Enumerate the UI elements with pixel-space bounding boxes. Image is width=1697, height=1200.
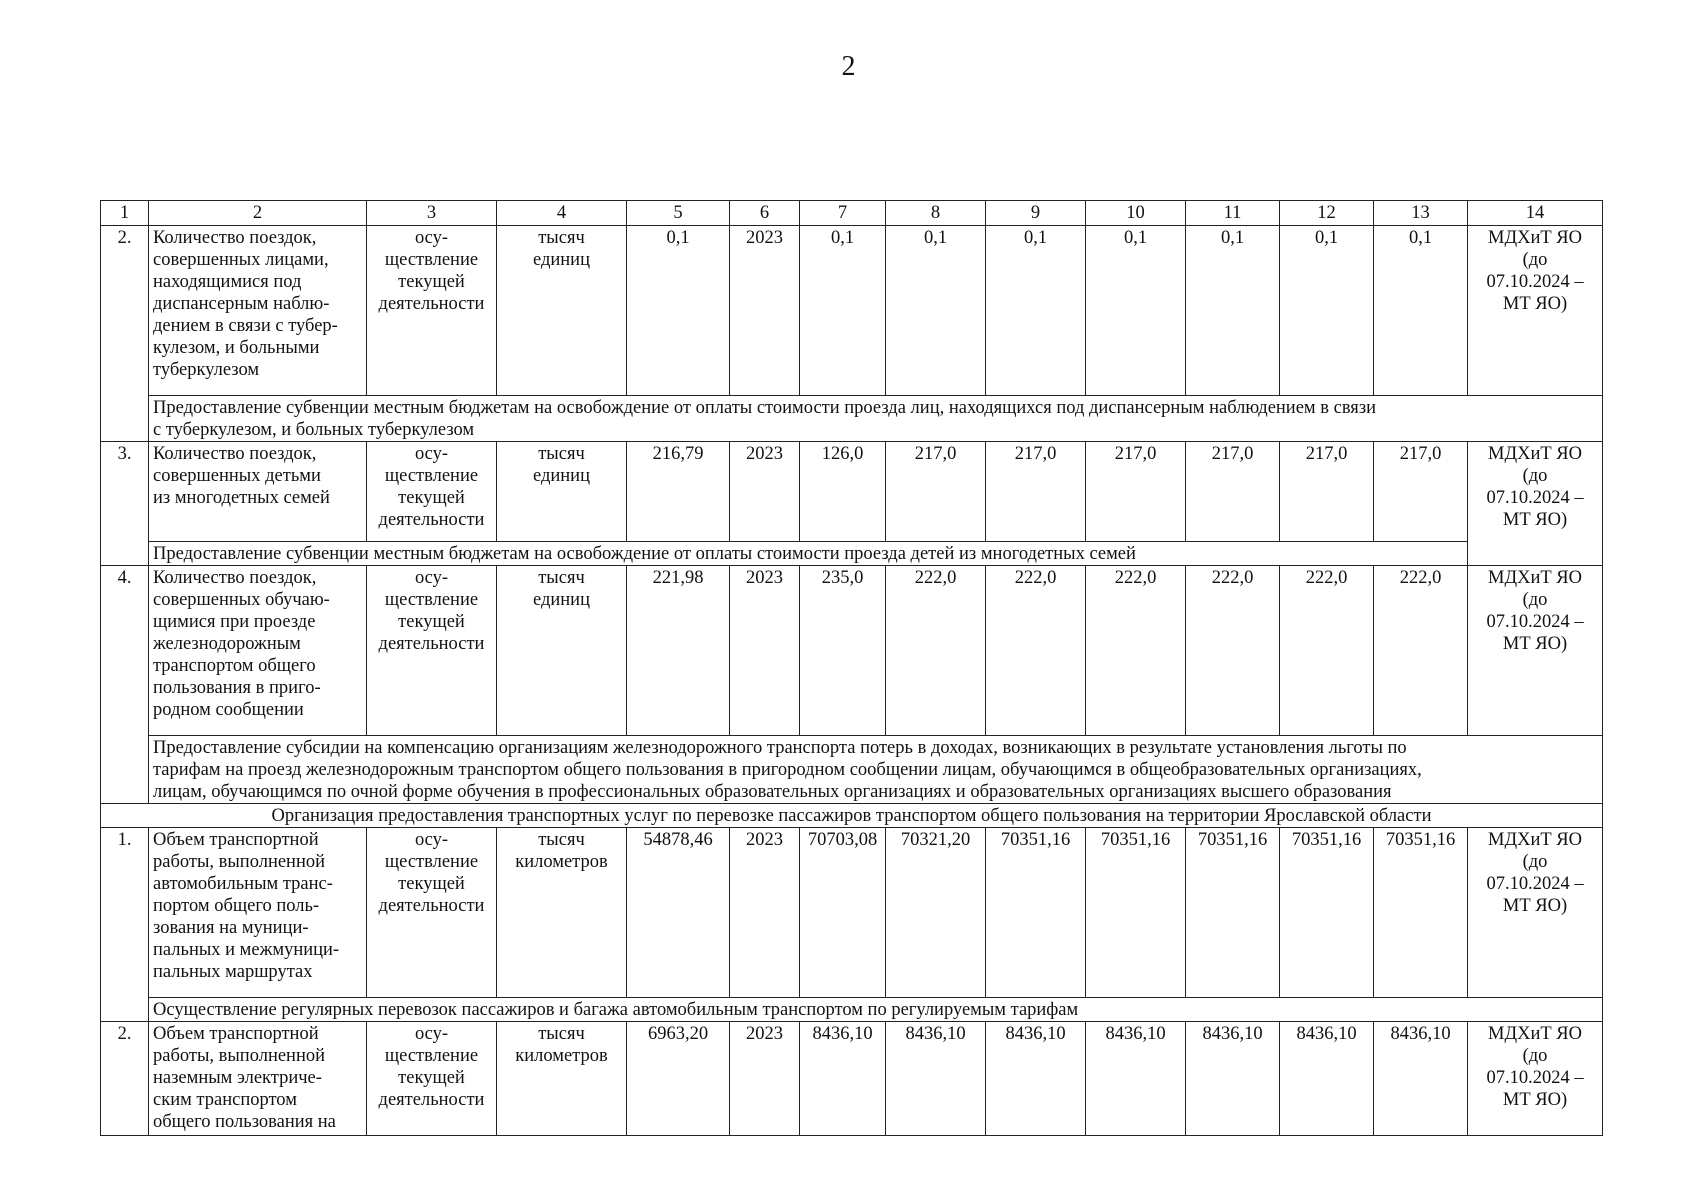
- value-cell: 8436,10: [1374, 1022, 1468, 1136]
- table-row: [101, 442, 1603, 542]
- measure-description: Предоставление субсидии на компенсацию организациям железнодорожного транспорта потерь в доходах, возникающих в результате установления льготы по тарифам на проезд железнодорожным транспортом общего пользования в пригородном сообщении лицам, обучающимся в общеобразовательных организациях, лицам, обучающимся по очной форме обучения в профессиональных образовательных организациях и образовательных организациях высшего образования: [149, 736, 1603, 804]
- row-number: 1.: [101, 828, 149, 1022]
- indicator-type: осу- ществление текущей деятельности: [367, 566, 497, 736]
- value-cell: 222,0: [1186, 566, 1280, 736]
- value-cell: 217,0: [886, 442, 986, 542]
- responsible: МДХиТ ЯО (до 07.10.2024 – МТ ЯО): [1468, 828, 1603, 998]
- indicator-name: Количество поездок, совершенных обучаю- щимися при проезде железнодорожным транспортом общего пользования в приго- родном сообщении: [149, 566, 367, 736]
- description-row: [101, 998, 1603, 1022]
- value-cell: 222,0: [1086, 566, 1186, 736]
- value-cell: 70351,16: [986, 828, 1086, 998]
- value-cell: 217,0: [1186, 442, 1280, 542]
- row-number: 2.: [101, 1022, 149, 1136]
- header-cell: 11: [1186, 201, 1280, 226]
- value-cell: 0,1: [1374, 226, 1468, 396]
- row-number: 2.: [101, 226, 149, 442]
- header-cell: 12: [1280, 201, 1374, 226]
- unit: тысяч километров: [497, 1022, 627, 1136]
- table-row: [101, 828, 1603, 998]
- value-cell: 8436,10: [1186, 1022, 1280, 1136]
- header-cell: 14: [1468, 201, 1603, 226]
- responsible: МДХиТ ЯО (до 07.10.2024 – МТ ЯО): [1468, 442, 1603, 566]
- value-cell: 0,1: [1086, 226, 1186, 396]
- header-cell: 4: [497, 201, 627, 226]
- page-number: 2: [841, 51, 856, 82]
- value-cell: 0,1: [627, 226, 730, 396]
- value-cell: 8436,10: [986, 1022, 1086, 1136]
- value-cell: 6963,20: [627, 1022, 730, 1136]
- header-cell: 9: [986, 201, 1086, 226]
- value-cell: 70351,16: [1186, 828, 1280, 998]
- header-cell: 3: [367, 201, 497, 226]
- value-cell: 235,0: [800, 566, 886, 736]
- responsible: МДХиТ ЯО (до 07.10.2024 – МТ ЯО): [1468, 1022, 1603, 1136]
- header-cell: 13: [1374, 201, 1468, 226]
- value-cell: 8436,10: [1086, 1022, 1186, 1136]
- table-row: [101, 566, 1603, 736]
- indicators-table: [100, 200, 1603, 1136]
- value-cell: 0,1: [800, 226, 886, 396]
- header-cell: 1: [101, 201, 149, 226]
- value-cell: 0,1: [1186, 226, 1280, 396]
- measure-description: Предоставление субвенции местным бюджетам на освобождение от оплаты стоимости проезда детей из многодетных семей: [149, 542, 1468, 566]
- value-cell: 217,0: [986, 442, 1086, 542]
- value-cell: 221,98: [627, 566, 730, 736]
- table-row: [101, 1022, 1603, 1136]
- value-cell: 217,0: [1280, 442, 1374, 542]
- value-cell: 222,0: [1374, 566, 1468, 736]
- table-row: [101, 226, 1603, 396]
- header-cell: 2: [149, 201, 367, 226]
- description-row: [101, 542, 1603, 566]
- value-cell: 8436,10: [800, 1022, 886, 1136]
- header-cell: 7: [800, 201, 886, 226]
- value-cell: 2023: [730, 566, 800, 736]
- value-cell: 217,0: [1086, 442, 1186, 542]
- row-number: 4.: [101, 566, 149, 804]
- value-cell: 70703,08: [800, 828, 886, 998]
- section-row: [101, 804, 1603, 828]
- measure-description: Предоставление субвенции местным бюджетам на освобождение от оплаты стоимости проезда лиц, находящихся под диспансерным наблюдением в связи с туберкулезом, и больных туберкулезом: [149, 396, 1603, 442]
- unit: тысяч километров: [497, 828, 627, 998]
- indicator-name: Количество поездок, совершенных детьми из многодетных семей: [149, 442, 367, 542]
- value-cell: 0,1: [886, 226, 986, 396]
- value-cell: 0,1: [986, 226, 1086, 396]
- indicator-name: Количество поездок, совершенных лицами, находящимися под диспансерным наблю- дением в связи с тубер- кулезом, и больными туберкулезом: [149, 226, 367, 396]
- value-cell: 54878,46: [627, 828, 730, 998]
- header-row: [101, 201, 1603, 226]
- header-cell: 10: [1086, 201, 1186, 226]
- value-cell: 70321,20: [886, 828, 986, 998]
- value-cell: 2023: [730, 442, 800, 542]
- indicator-type: осу- ществление текущей деятельности: [367, 442, 497, 542]
- value-cell: 216,79: [627, 442, 730, 542]
- value-cell: 70351,16: [1280, 828, 1374, 998]
- row-number: 3.: [101, 442, 149, 566]
- value-cell: 2023: [730, 828, 800, 998]
- responsible: МДХиТ ЯО (до 07.10.2024 – МТ ЯО): [1468, 566, 1603, 736]
- value-cell: 0,1: [1280, 226, 1374, 396]
- value-cell: 222,0: [1280, 566, 1374, 736]
- indicator-type: осу- ществление текущей деятельности: [367, 1022, 497, 1136]
- value-cell: 2023: [730, 226, 800, 396]
- value-cell: 8436,10: [886, 1022, 986, 1136]
- value-cell: 217,0: [1374, 442, 1468, 542]
- value-cell: 222,0: [886, 566, 986, 736]
- indicator-type: осу- ществление текущей деятельности: [367, 828, 497, 998]
- value-cell: 8436,10: [1280, 1022, 1374, 1136]
- indicator-type: осу- ществление текущей деятельности: [367, 226, 497, 396]
- value-cell: 70351,16: [1086, 828, 1186, 998]
- indicator-name: Объем транспортной работы, выполненной автомобильным транс- портом общего поль- зования на муници- пальных и межмуници- пальных маршрутах: [149, 828, 367, 998]
- indicator-name: Объем транспортной работы, выполненной наземным электриче- ским транспортом общего пользования на: [149, 1022, 367, 1136]
- header-cell: 6: [730, 201, 800, 226]
- measure-description: Осуществление регулярных перевозок пассажиров и багажа автомобильным транспортом по регулируемым тарифам: [149, 998, 1603, 1022]
- value-cell: 70351,16: [1374, 828, 1468, 998]
- value-cell: 2023: [730, 1022, 800, 1136]
- description-row: [101, 736, 1603, 804]
- section-title: Организация предоставления транспортных услуг по перевозке пассажиров транспортом общего пользования на территории Ярославской области: [101, 804, 1603, 828]
- responsible: МДХиТ ЯО (до 07.10.2024 – МТ ЯО): [1468, 226, 1603, 396]
- unit: тысяч единиц: [497, 442, 627, 542]
- unit: тысяч единиц: [497, 226, 627, 396]
- header-cell: 5: [627, 201, 730, 226]
- description-row: [101, 396, 1603, 442]
- value-cell: 222,0: [986, 566, 1086, 736]
- header-cell: 8: [886, 201, 986, 226]
- unit: тысяч единиц: [497, 566, 627, 736]
- value-cell: 126,0: [800, 442, 886, 542]
